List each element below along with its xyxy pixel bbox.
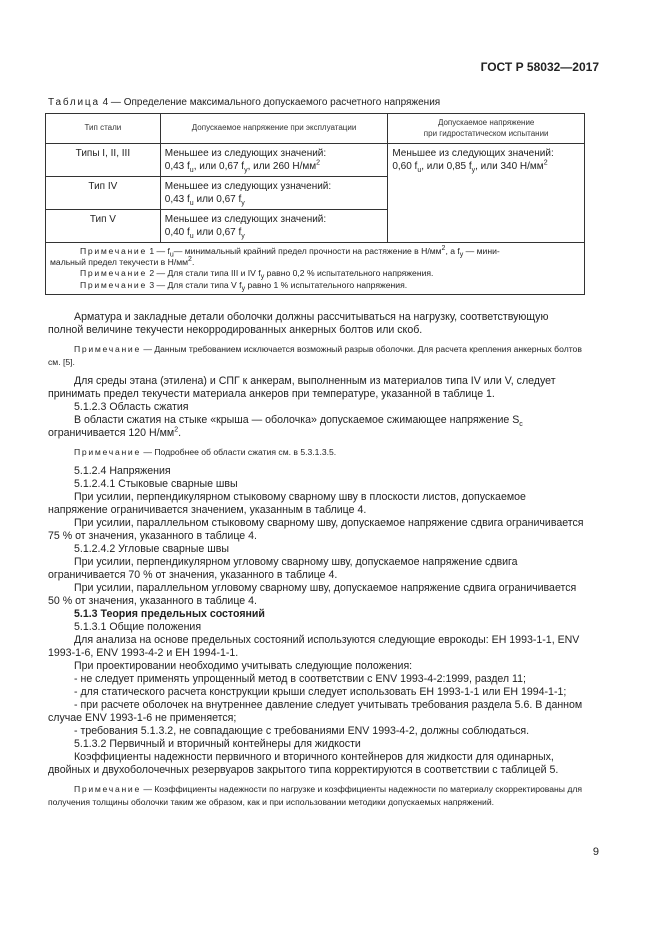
main-text — [48, 311, 585, 809]
cell-line: Меньшее из следующих значений: — [164, 148, 327, 159]
section-heading: 5.1.2.4 Напряжения — [74, 465, 171, 477]
list-item: - не следует применять упрощенный метод в соответствии с ENV 1993-4-2:1999, раздел 11; — [74, 673, 527, 685]
section-heading: 5.1.2.3 Область сжатия — [74, 401, 189, 413]
note: Примечание — Коэффициенты надежности по нагрузке и коэффициенты надежности по материалу скорректированы для получения толщины оболочки таким же образом, как и при использовании методики допускаемых напряжений. — [48, 784, 582, 807]
document-header: ГОСТ Р 58032—2017 — [480, 60, 599, 74]
cell-formula: 0,43 $f_u$, или 0,67 $f_y$, или 260 $Н/мм^2$ — [164, 159, 321, 174]
section-heading: 5.1.3.1 Общие положения — [74, 621, 202, 633]
row-operation-cell — [160, 177, 388, 210]
paragraph: Коэффициенты надежности первичного и вторичного контейнеров для жидкости для одинарных, двойных и двухоболочечных резервуаров закрытого типа корректируются в соответствии с таблицей 5. — [48, 751, 559, 776]
col-header-steel-type: Тип стали — [46, 114, 161, 144]
table-note-1: Примечание 1 — $f_u—$ минимальный крайний предел прочности на растяжение в $Н/мм^2$, а $f_y$ — мини- — [80, 245, 500, 259]
col-header-test — [388, 114, 585, 144]
list-item: - требования 5.1.3.2, не совпадающие с требованиями ENV 1993-4-2, должны соблюдаться. — [74, 725, 530, 737]
table-note-3: Примечание 3 — Для стали типа V $f_y$ равно 1 % испытательного напряжения. — [80, 279, 408, 293]
paragraph: При усилии, параллельном угловому сварному шву, допускаемое напряжение сдвига ограничивается 50 % от значения, указанного в таблице 4. — [48, 582, 577, 607]
col-header-test-line1: Допускаемое напряжение — [437, 118, 535, 128]
paragraph: При усилии, параллельном стыковому сварному шву, допускаемое напряжение сдвига ограничивается 75 % от значения, указанного в таблице 4. — [48, 517, 584, 542]
table-note-1-cont: мальный предел текучести в $Н/мм^2$. — [50, 256, 195, 268]
table-caption — [48, 97, 440, 108]
row-operation-cell — [160, 210, 388, 243]
paragraph: Для анализа на основе предельных состояний используются следующие еврокоды: ЕН 1993-1-1, ENV 1993-1-6, ENV 1993-4-2 и ЕН 1994-1-1. — [48, 634, 580, 659]
test-stress-cell — [388, 144, 585, 243]
section-heading: 5.1.3.2 Первичный и вторичный контейнеры для жидкости — [74, 738, 361, 750]
row-type-cell: Тип IV — [46, 177, 161, 210]
cell-line: Меньшее из следующих узначений: — [164, 181, 332, 192]
col-header-test-line2: при гидростатическом испытании — [423, 128, 549, 138]
note: Примечание — Подробнее об области сжатия см. в 5.3.1.3.5. — [74, 447, 337, 457]
row-type-cell: Типы I, II, III — [46, 144, 161, 177]
table-caption-text: 4 — Определение максимального допускаемого расчетного напряжения — [102, 97, 441, 108]
cell-line: Меньшее из следующих значений: — [392, 148, 554, 159]
paragraph: При проектировании необходимо учитывать следующие положения: — [74, 660, 413, 672]
table-note-2: Примечание 2 — Для стали типа III и IV $f_y$ равно 0,2 % испытательного напряжения. — [80, 268, 434, 282]
note: Примечание — Данным требованием исключается возможный разрыв оболочки. Для расчета крепления анкерных болтов см. [5]. — [48, 344, 582, 367]
cell-formula: 0,40 $f_u$ или 0,67 $f_y$ — [164, 227, 245, 240]
row-operation-cell — [160, 144, 388, 177]
table-caption-label: Таблица — [48, 97, 100, 108]
list-item: - при расчете оболочек на внутреннее давление следует учитывать требования раздела 5.6. В данном случае ENV 1993-1-6 не применяется; — [48, 699, 583, 724]
row-type-cell: Тип V — [46, 210, 161, 243]
paragraph: При усилии, перпендикулярном стыковому сварному шву в плоскости листов, допускаемое напряжение ограничивается значением, указанным в таблице 4. — [48, 491, 526, 516]
table-notes — [46, 243, 585, 295]
section-heading-bold: 5.1.3 Теория предельных состояний — [74, 608, 265, 620]
page-number: 9 — [592, 846, 599, 858]
paragraph: В области сжатия на стыке «крыша — оболочка» допускаемое сжимающее напряжение $S_c$ ограничивается 120 $Н/мм^2$. — [48, 414, 523, 439]
paragraph: Для среды этана (этилена) и СПГ к анкерам, выполненным из материалов типа IV или V, следует принимать предел текучести материала анкеров при температуре, указанной в таблице 1. — [48, 375, 556, 400]
col-header-operation: Допускаемое напряжение при эксплуатации — [160, 114, 388, 144]
paragraph: Арматура и закладные детали оболочки должны рассчитываться на нагрузку, соответствующую полной величине текучести некорродированных анкерных болтов или скоб. — [48, 311, 549, 336]
section-heading: 5.1.2.4.1 Стыковые сварные швы — [74, 478, 238, 490]
cell-formula: 0,60 $f_u$, или 0,85 $f_y$, или 340 $Н/мм^2$ — [392, 159, 548, 174]
stress-table — [45, 113, 585, 295]
paragraph: При усилии, перпендикулярном угловому сварному шву, допускаемое напряжение сдвига ограничивается 70 % от значения, указанного в таблице 4. — [48, 556, 518, 581]
cell-formula: 0,43 $f_u$ или 0,67 $f_y$ — [164, 194, 245, 207]
list-item: - для статического расчета конструкции крыши следует использовать ЕН 1993-1-1 или ЕН 1994-1-1; — [74, 686, 567, 698]
cell-line: Меньшее из следующих значений: — [164, 214, 327, 225]
section-heading: 5.1.2.4.2 Угловые сварные швы — [74, 543, 229, 555]
